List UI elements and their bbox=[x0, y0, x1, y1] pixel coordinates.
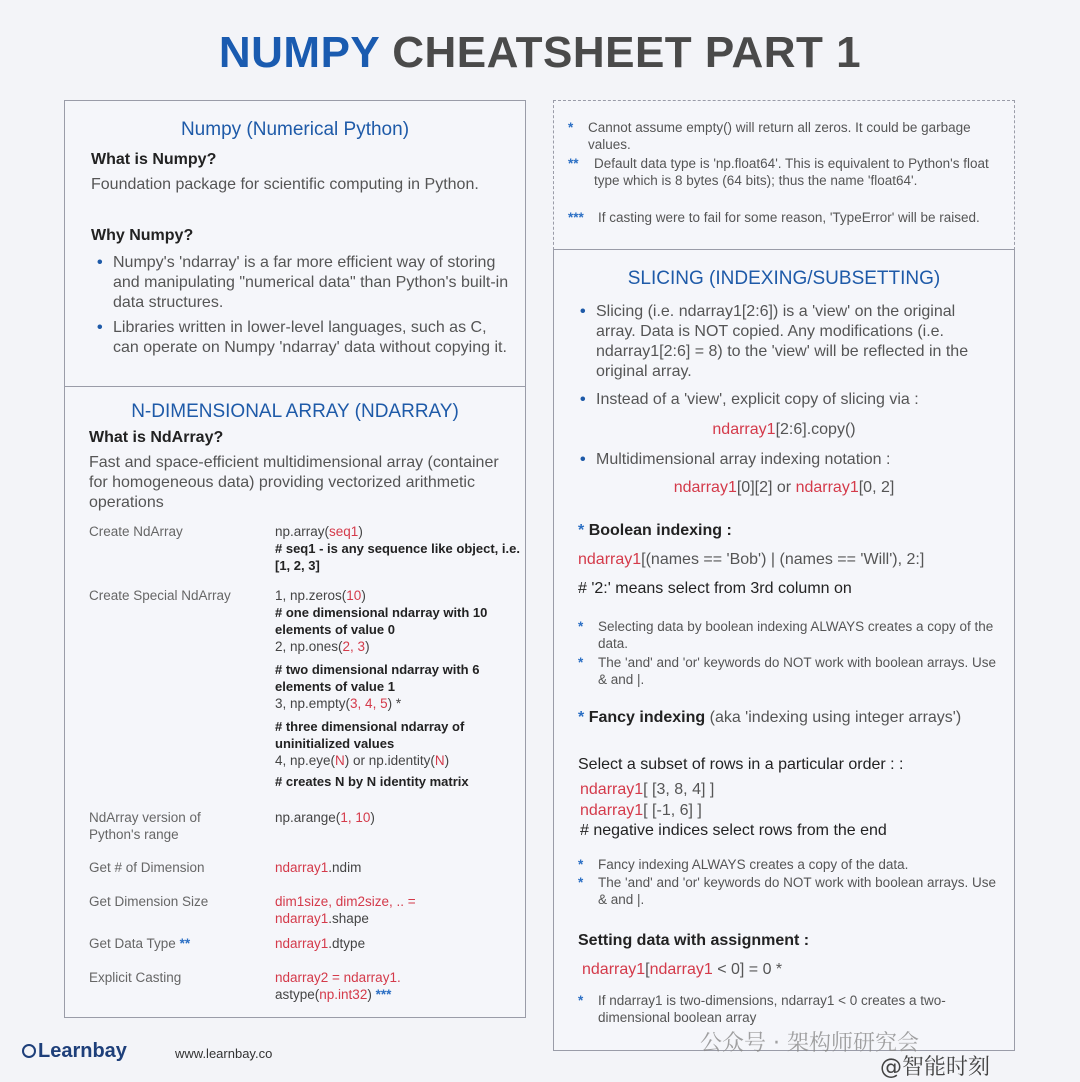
setting-example: ndarray1[ndarray1 < 0] = 0 * bbox=[582, 961, 783, 978]
boolean-example: ndarray1[(names == 'Bob') | (names == 'Will'), 2:] bbox=[578, 551, 925, 568]
fancy-indexing-heading: * Fancy indexing (aka 'indexing using integer arrays') bbox=[578, 709, 962, 726]
slicing-bullet-1: • Slicing (i.e. ndarray1[2:6]) is a 'view' on the original array. Data is NOT copied. Any modifications (i.e. ndarray1[2:6] = 8) to the 'view' will be reflected in the original array. bbox=[578, 302, 988, 382]
ndarray-heading: N-DIMENSIONAL ARRAY (NDARRAY) bbox=[131, 401, 459, 422]
slicing-bullet-3: • Multidimensional array indexing notation : bbox=[578, 450, 998, 470]
row-ndim: Get # of Dimension ndarray1.ndim bbox=[89, 860, 362, 875]
note-1: * Cannot assume empty() will return all zeros. It could be garbage values. bbox=[568, 120, 971, 152]
numpy-section bbox=[65, 101, 525, 387]
left-panel bbox=[64, 100, 526, 1018]
boolean-note-1: * Selecting data by boolean indexing ALWAYS creates a copy of the data. bbox=[578, 619, 994, 651]
what-is-ndarray-text: Fast and space-efficient multidimensional array (container for homogeneous data) providing vectorized arithmetic operations bbox=[89, 454, 499, 511]
fancy-example-2: ndarray1[ [-1, 6] ] bbox=[580, 802, 702, 819]
ndarray-section bbox=[65, 387, 525, 1017]
slicing-bullet-2: • Instead of a 'view', explicit copy of slicing via : bbox=[578, 390, 998, 410]
row-create-ndarray: Create NdArray np.array(seq1) # seq1 - is any sequence like object, i.e. [1, 2, 3] bbox=[89, 524, 520, 573]
page-title: NUMPY CHEATSHEET PART 1 bbox=[218, 28, 862, 77]
row-dtype: Get Data Type ** ndarray1.dtype bbox=[89, 936, 366, 951]
footer-url[interactable]: www.learnbay.co bbox=[175, 1046, 273, 1061]
numpy-heading: Numpy (Numerical Python) bbox=[180, 119, 410, 140]
what-is-numpy-heading: What is Numpy? bbox=[91, 151, 217, 168]
row-arange: NdArray version of Python's range np.arange(1, 10) bbox=[89, 810, 375, 842]
fancy-note-2: * The 'and' and 'or' keywords do NOT work with boolean arrays. Use & and |. bbox=[578, 875, 996, 907]
note-3: *** If casting were to fail for some reason, 'TypeError' will be raised. bbox=[568, 210, 980, 225]
copy-example: ndarray1[2:6].copy() bbox=[712, 421, 856, 438]
fancy-note-1: * Fancy indexing ALWAYS creates a copy of the data. bbox=[578, 857, 909, 872]
learnbay-logo: Learnbay bbox=[22, 1040, 127, 1063]
why-bullet-2: • Libraries written in lower-level languages, such as C, can operate on Numpy 'ndarray' data without copying it. bbox=[95, 318, 515, 358]
row-shape: Get Dimension Size dim1size, dim2size, .. = ndarray1.shape bbox=[89, 894, 416, 926]
what-is-numpy-text: Foundation package for scientific computing in Python. bbox=[91, 176, 479, 193]
watermark-weibo: @智能时刻 bbox=[880, 1055, 991, 1080]
note-2: ** Default data type is 'np.float64'. This is equivalent to Python's float type which is 8 bytes (64 bits); thus the name 'float64'. bbox=[568, 156, 989, 188]
slicing-panel bbox=[553, 249, 1015, 1051]
notes-panel bbox=[553, 100, 1015, 250]
row-astype: Explicit Casting ndarray2 = ndarray1. astype(np.int32) *** bbox=[89, 970, 401, 1002]
setting-note: * If ndarray1 is two-dimensions, ndarray1 < 0 creates a two-dimensional boolean array bbox=[578, 993, 946, 1025]
boolean-comment: # '2:' means select from 3rd column on bbox=[578, 580, 852, 597]
boolean-note-2: * The 'and' and 'or' keywords do NOT work with boolean arrays. Use & and |. bbox=[578, 655, 996, 687]
row-create-special: Create Special NdArray 1, np.zeros(10) # one dimensional ndarray with 10 elements of value 0 2, np.ones(2, 3) # two dimensional ndarray with 6 elements of value 1 3, np.empty(3, 4, 5) * # three dimensional ndarray of uninitialized values 4, np.eye(N) or np.identity(N) # creates N by N identity matrix bbox=[89, 588, 488, 789]
watermark-wechat: 公众号 · 架构师研究会 bbox=[700, 1031, 919, 1056]
logo-icon bbox=[22, 1044, 36, 1058]
setting-data-heading: Setting data with assignment : bbox=[578, 932, 810, 949]
why-bullet-1: • Numpy's 'ndarray' is a far more efficient way of storing and manipulating "numerical data" than Python's built-in data structures. bbox=[95, 253, 515, 313]
boolean-indexing-heading: * Boolean indexing : bbox=[578, 522, 732, 539]
fancy-select-text: Select a subset of rows in a particular order : : bbox=[578, 756, 904, 773]
why-numpy-heading: Why Numpy? bbox=[91, 227, 194, 244]
fancy-example-1: ndarray1[ [3, 8, 4] ] bbox=[580, 781, 715, 798]
what-is-ndarray-heading: What is NdArray? bbox=[89, 429, 224, 446]
multidim-example: ndarray1[0][2] or ndarray1[0, 2] bbox=[673, 479, 895, 496]
slicing-heading: SLICING (INDEXING/SUBSETTING) bbox=[627, 268, 941, 289]
fancy-comment: # negative indices select rows from the end bbox=[580, 822, 887, 839]
